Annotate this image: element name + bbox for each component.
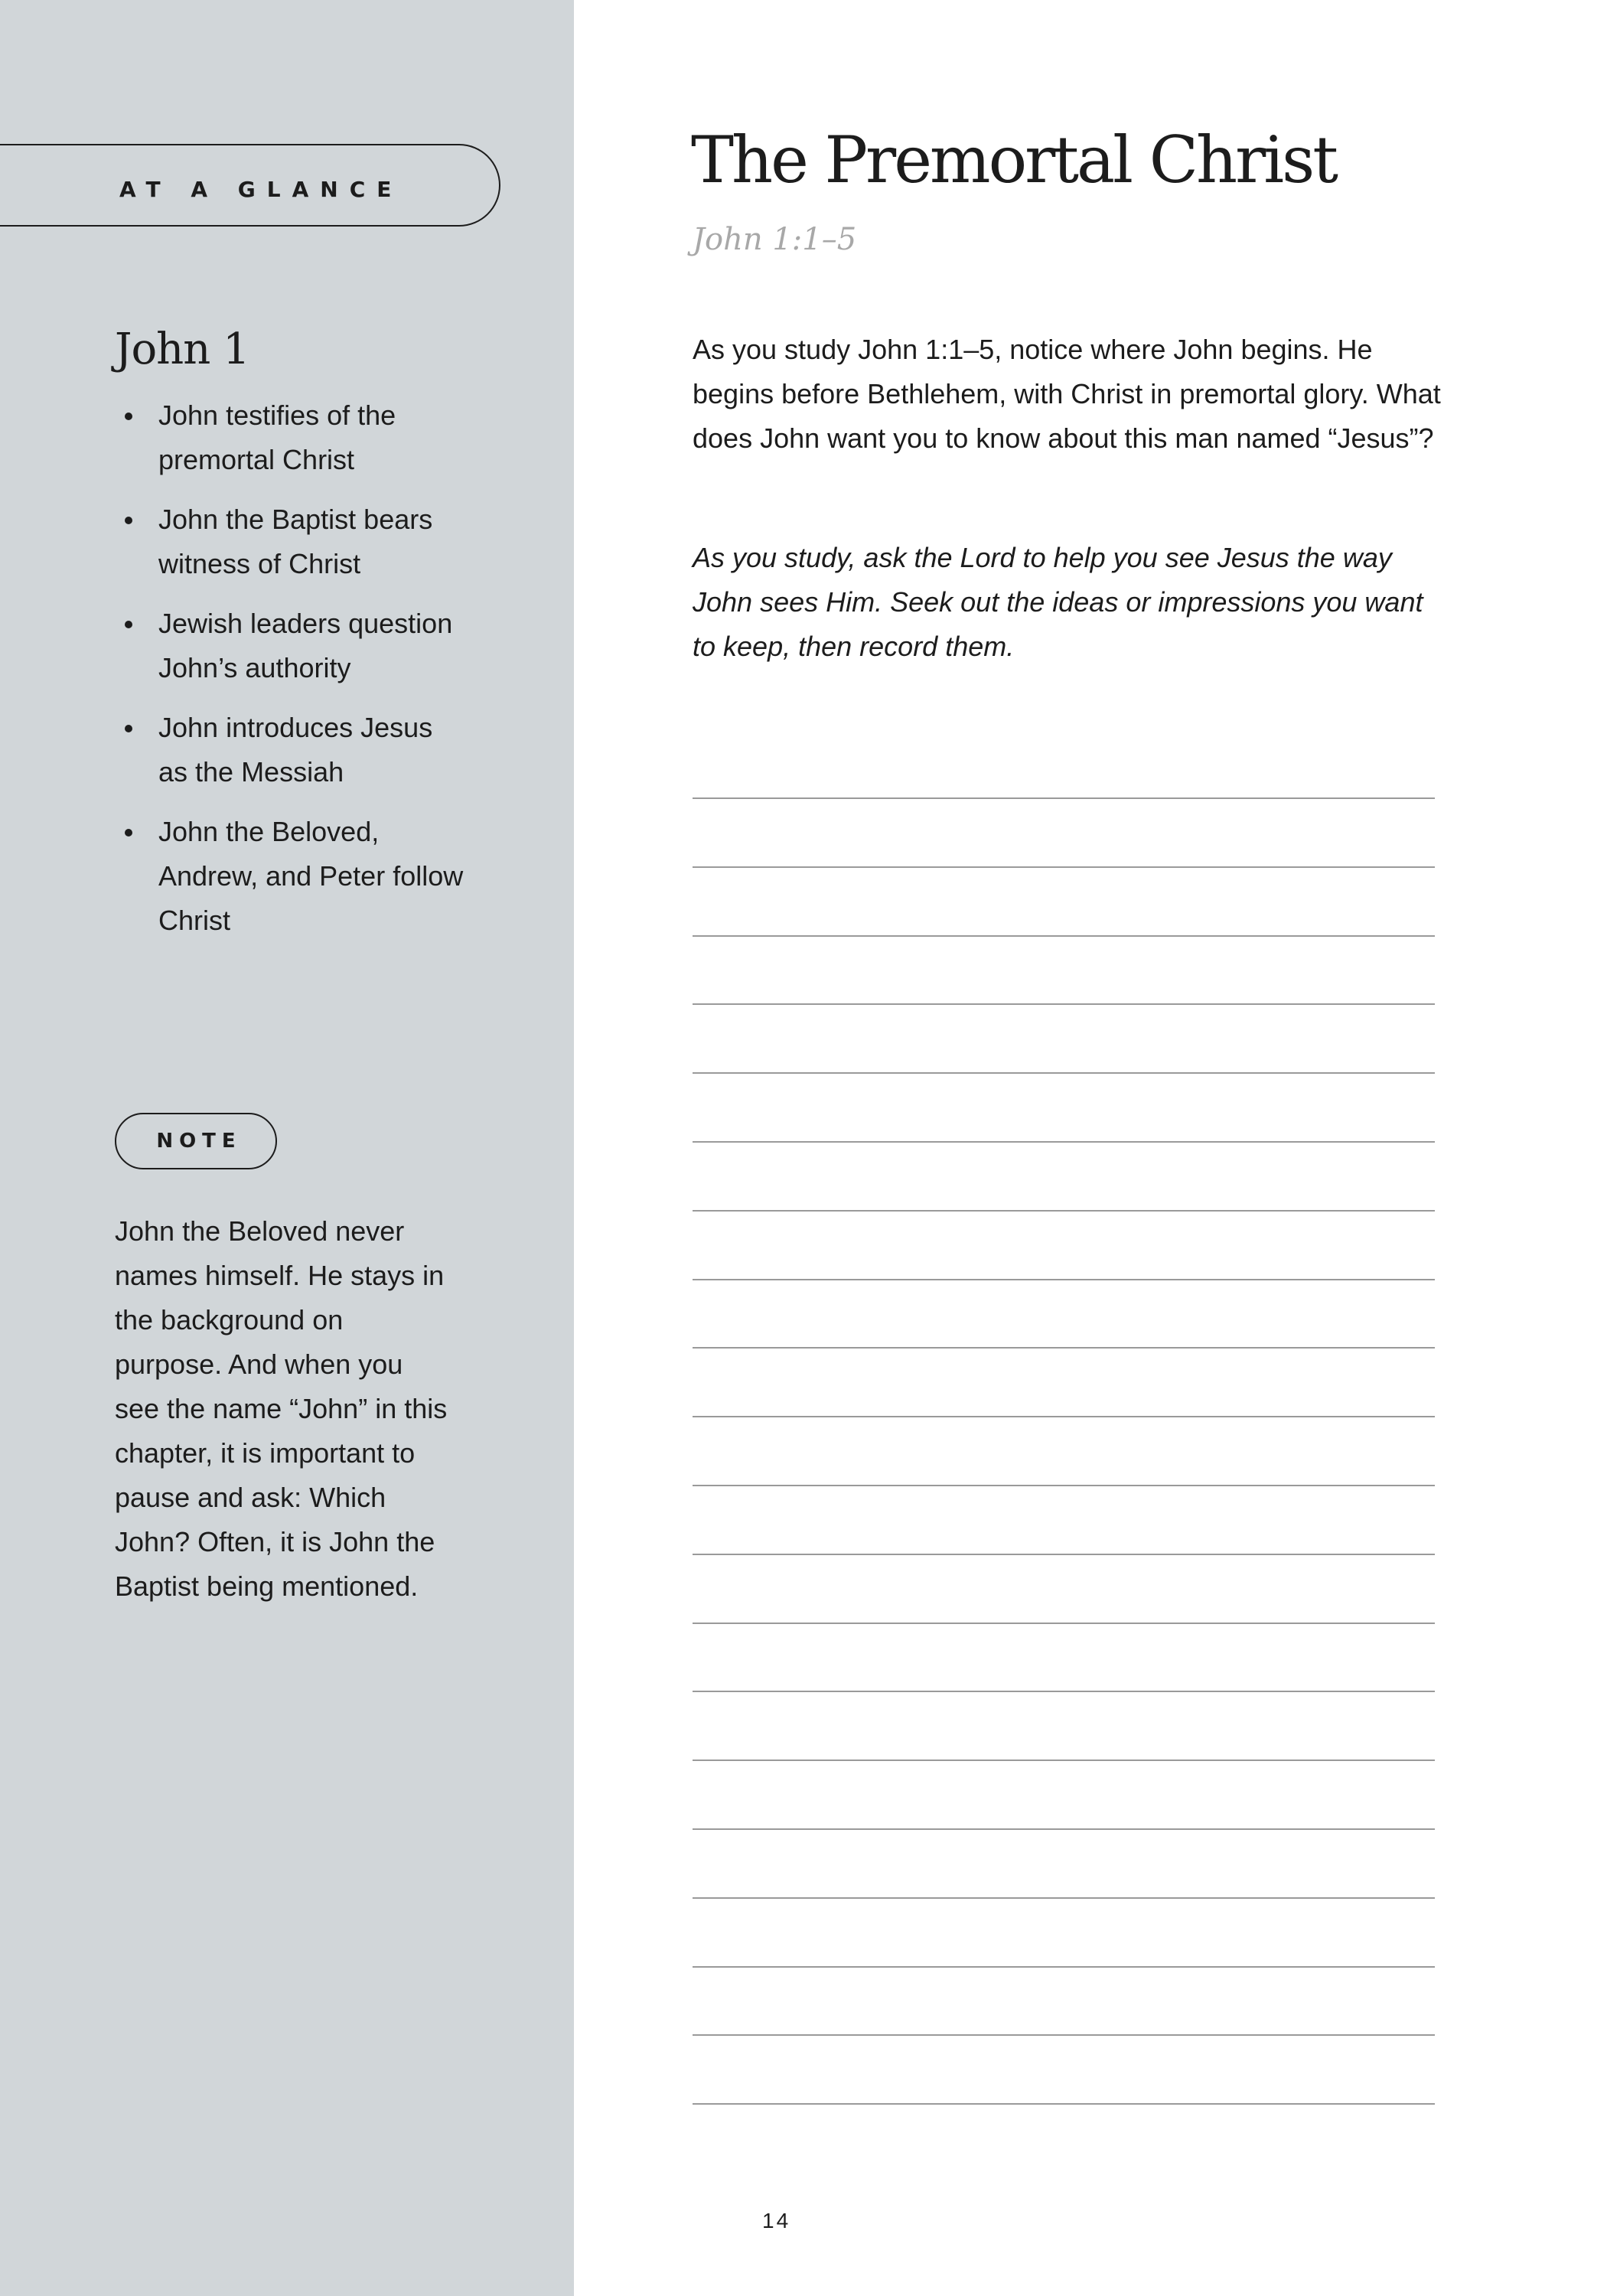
writing-line[interactable] [693,1485,1435,1486]
writing-line[interactable] [693,1623,1435,1624]
writing-line[interactable] [693,1966,1435,1968]
note-text: John the Beloved never names himself. He stays in the background on purpose. And when you see the name “John” in this chapter, it is important to pause and ask: Which John? Often, it is John the Baptist being mentioned. [115,1215,448,1602]
glance-item: John the Beloved, Andrew, and Peter follow Christ [115,810,467,943]
glance-item: John the Baptist bears witness of Christ [115,497,467,586]
study-prompt: As you study, ask the Lord to help you see Jesus the way John sees Him. Seek out the ideas or impressions you want to keep, then record them. [693,542,1423,662]
writing-line[interactable] [693,1279,1435,1280]
writing-line[interactable] [693,1072,1435,1074]
chapter-heading: John 1 [115,325,249,374]
writing-line[interactable] [693,2034,1435,2036]
intro-paragraph: As you study John 1:1–5, notice where John begins. He begins before Bethlehem, with Christ in premortal glory. What does John want you to know about this man named “Jesus”? [693,334,1441,454]
writing-line[interactable] [693,1828,1435,1830]
glance-item: John introduces Jesus as the Messiah [115,706,467,794]
glance-item: John testifies of the premortal Christ [115,393,467,482]
writing-line[interactable] [693,1897,1435,1899]
page-number: 14 [762,2209,791,2232]
writing-line[interactable] [693,2103,1435,2105]
writing-line[interactable] [693,1003,1435,1005]
writing-line[interactable] [693,1554,1435,1555]
glance-list [115,393,467,958]
writing-line[interactable] [693,1141,1435,1143]
writing-line[interactable] [693,1210,1435,1212]
writing-line[interactable] [693,1760,1435,1761]
sidebar-panel [0,0,574,2296]
writing-line[interactable] [693,1691,1435,1692]
glance-item: Jewish leaders question John’s authority [115,602,467,690]
scripture-reference: John 1:1–5 [693,222,857,257]
note-label: NOTE [156,1130,242,1153]
writing-line[interactable] [693,1347,1435,1349]
page-title: The Premortal Christ [691,122,1336,197]
writing-line[interactable] [693,1416,1435,1417]
writing-line[interactable] [693,797,1435,799]
writing-line[interactable] [693,935,1435,937]
at-a-glance-label: AT A GLANCE [119,177,403,202]
writing-line[interactable] [693,866,1435,868]
